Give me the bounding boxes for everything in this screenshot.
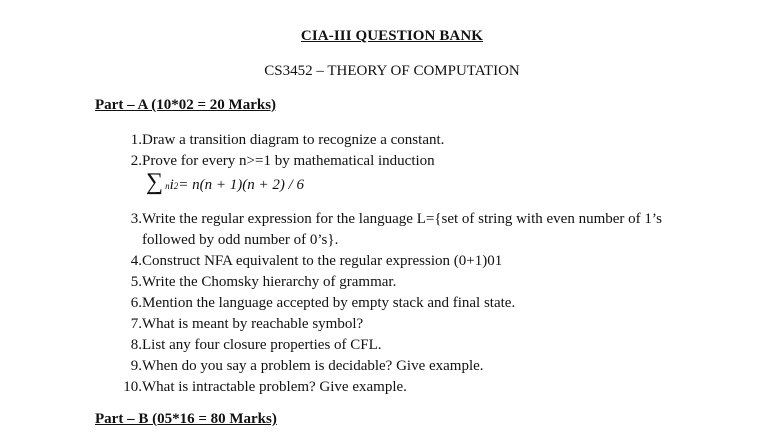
question-number: 8. — [130, 337, 142, 353]
document-title: CIA-III QUESTION BANK — [300, 28, 484, 44]
sigma-symbol: ∑ — [146, 169, 164, 195]
question-text: Write the regular expression for the language L={set of string with even number of 1’s followed by odd number of 0’s}. — [142, 211, 662, 248]
question-number: 9. — [130, 358, 142, 374]
question-number: 6. — [130, 295, 142, 311]
part-b-heading: Part – B (05*16 = 80 Marks) — [95, 411, 277, 427]
question-text: When do you say a problem is decidable? Give example. — [142, 358, 484, 374]
question-number: 10. — [123, 379, 142, 395]
question-number: 3. — [130, 211, 142, 227]
question-text: What is intractable problem? Give example. — [142, 379, 407, 395]
question-item — [112, 293, 515, 314]
induction-formula — [146, 169, 305, 195]
question-item — [112, 335, 382, 356]
question-text: Construct NFA equivalent to the regular expression (0+1)01 — [142, 253, 503, 269]
question-text: Mention the language accepted by empty stack and final state. — [142, 295, 516, 311]
question-text: What is meant by reachable symbol? — [142, 316, 364, 332]
question-item — [112, 251, 502, 272]
question-number: 4. — [130, 253, 142, 269]
question-number: 2. — [130, 153, 142, 169]
question-text: Write the Chomsky hierarchy of grammar. — [142, 274, 397, 290]
question-text: Prove for every n>=1 by mathematical induction — [142, 153, 435, 169]
formula-upper-limit: n — [165, 181, 170, 191]
part-a-heading: Part – A (10*02 = 20 Marks) — [95, 97, 277, 113]
question-number: 7. — [130, 316, 142, 332]
question-number: 1. — [130, 132, 142, 148]
formula-variable: i — [169, 177, 174, 193]
formula-rhs: = n(n + 1)(n + 2) / 6 — [178, 177, 305, 193]
question-number: 5. — [130, 274, 142, 290]
question-text: Draw a transition diagram to recognize a constant. — [142, 132, 445, 148]
question-item — [112, 130, 444, 151]
question-item — [112, 272, 396, 293]
question-item — [112, 356, 484, 377]
formula-exponent: 2 — [173, 181, 179, 191]
question-item — [112, 377, 407, 398]
question-text: List any four closure properties of CFL. — [142, 337, 382, 353]
question-item — [112, 209, 687, 251]
course-title: CS3452 – THEORY OF COMPUTATION — [264, 63, 520, 79]
question-item — [112, 314, 363, 335]
